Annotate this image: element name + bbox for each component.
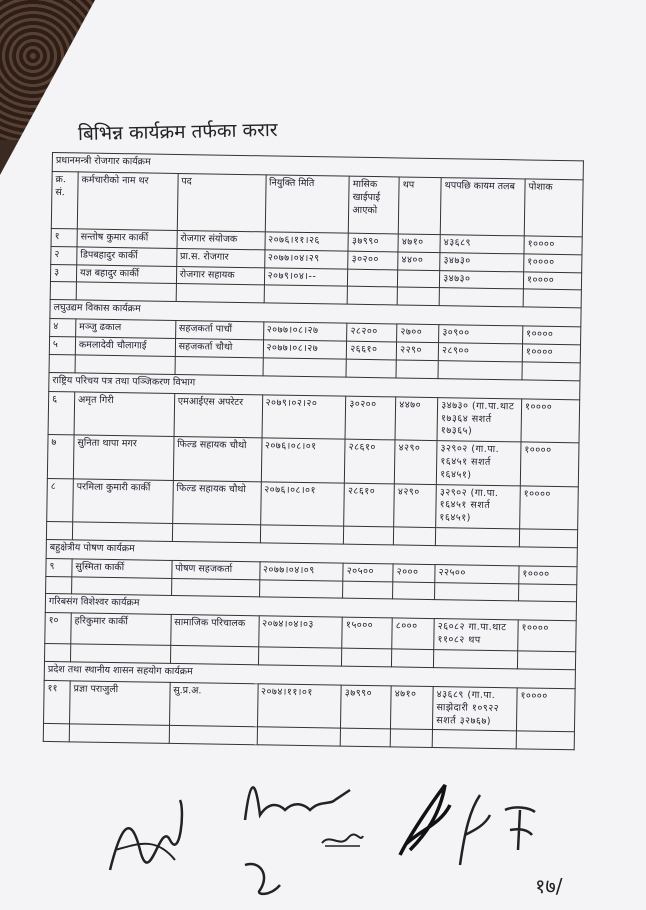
cell-appointment-date: २०७४।०४।०३ bbox=[258, 616, 342, 648]
section-title: गरिबसंग विशेश्वर कार्यक्रम bbox=[45, 594, 576, 621]
cell-uniform: १०००० bbox=[524, 236, 582, 255]
section-title: प्रधानमन्त्री रोजगार कार्यक्रम bbox=[52, 153, 583, 180]
blank-cell bbox=[50, 282, 76, 300]
cell-appointment-date: २०७७।०८।२७ bbox=[263, 322, 347, 341]
cell-name: मञ्जु ढकाल bbox=[76, 319, 176, 338]
cell-addition: ४२९० bbox=[394, 483, 437, 527]
cell-monthly-salary bbox=[348, 269, 398, 288]
cell-addition: ४४७० bbox=[395, 397, 438, 441]
cell-position: सहजकर्ता पाचौं bbox=[175, 321, 263, 340]
cell-serial: ८ bbox=[47, 478, 74, 522]
cell-addition: ४४०० bbox=[398, 252, 440, 270]
blank-cell bbox=[344, 526, 394, 545]
cell-serial: ३ bbox=[50, 264, 76, 282]
blank-cell bbox=[172, 523, 260, 542]
blank-cell bbox=[434, 650, 518, 669]
cell-position: सहजकर्ता चौथो bbox=[175, 339, 263, 358]
cell-monthly-salary: २०५०० bbox=[343, 563, 393, 582]
cell-appointment-date: २०७७।०८।२७ bbox=[263, 340, 347, 359]
blank-cell bbox=[523, 289, 581, 308]
section-title: राष्ट्रिय परिचय पत्र तथा पञ्जिकरण विभाग bbox=[49, 372, 580, 399]
cell-addition: ४२९० bbox=[395, 440, 438, 484]
cell-name: सन्तोष कुमार कार्की bbox=[77, 229, 177, 248]
column-header-position: पद bbox=[177, 173, 266, 231]
blank-cell bbox=[257, 727, 341, 746]
cell-revised-salary: ३२९०२ (गा.पा. १६४५१ सशर्त १६४५१) bbox=[436, 484, 521, 529]
blank-cell bbox=[49, 354, 75, 372]
blank-cell bbox=[346, 359, 396, 378]
cell-monthly-salary: ३०२०० bbox=[348, 251, 398, 270]
blank-cell bbox=[258, 647, 342, 666]
blank-cell bbox=[435, 582, 519, 601]
cell-serial: ६ bbox=[48, 391, 75, 435]
cell-revised-salary: ४३६८९ bbox=[440, 235, 524, 254]
cell-position: पोषण सहजकर्ता bbox=[172, 560, 260, 579]
blank-cell bbox=[72, 576, 172, 595]
cell-name: प्रज्ञा पराजुली bbox=[69, 681, 169, 726]
blank-cell bbox=[347, 287, 397, 306]
cell-name: अमृत गिरी bbox=[74, 392, 174, 437]
signature-4 bbox=[320, 828, 365, 857]
cell-appointment-date: २०७९।०२।२० bbox=[262, 395, 346, 440]
cell-appointment-date: २०७६।०८।०१ bbox=[261, 438, 345, 483]
blank-cell bbox=[46, 521, 72, 539]
blank-cell bbox=[342, 648, 392, 667]
cell-revised-salary: २२५०० bbox=[435, 564, 519, 583]
blank-cell bbox=[436, 528, 520, 547]
cell-monthly-salary: २८६१० bbox=[344, 483, 395, 527]
signature-3 bbox=[240, 855, 290, 904]
cell-uniform: १०००० bbox=[519, 566, 577, 585]
cell-serial: २ bbox=[51, 246, 77, 264]
signature-6 bbox=[450, 790, 495, 874]
blank-cell bbox=[264, 285, 348, 304]
cell-appointment-date: २०७४।११।०१ bbox=[257, 684, 341, 729]
cell-name: यज्ञ बहादुर कार्की bbox=[76, 265, 176, 284]
section-title: लघुउद्यम विकास कार्यक्रम bbox=[50, 300, 581, 327]
blank-cell bbox=[392, 649, 434, 667]
blank-cell bbox=[46, 576, 72, 594]
blank-cell bbox=[171, 578, 259, 597]
blank-cell bbox=[341, 728, 391, 747]
cell-serial: ५ bbox=[49, 337, 75, 355]
column-header-revised-salary: थपपछि कायम तलब bbox=[440, 178, 525, 236]
cell-addition: ४७१० bbox=[391, 686, 434, 730]
column-header-name: कर्मचारीको नाम थर bbox=[77, 172, 178, 231]
blank-cell bbox=[396, 360, 438, 378]
cell-position: फिल्ड सहायक चौथो bbox=[172, 480, 260, 525]
column-header-monthly-salary: मासिक खाईपाई आएको bbox=[349, 176, 400, 234]
cell-revised-salary: ३४७३० bbox=[440, 270, 524, 289]
cell-name: सुनिता थापा मगर bbox=[73, 435, 173, 480]
cell-name: सुस्मिता कार्की bbox=[72, 559, 172, 578]
page-mark: १७/ bbox=[535, 874, 563, 898]
cell-monthly-salary: २८६१० bbox=[345, 439, 396, 483]
cell-name: परमिला कुमारी कार्की bbox=[73, 478, 173, 523]
blank-cell bbox=[397, 287, 439, 305]
cell-revised-salary: ३४७३० (गा.पा.थाट १७३६४ सशर्त १७३६५) bbox=[437, 397, 522, 442]
cell-uniform: १०००० bbox=[518, 620, 576, 652]
cell-addition: २७०० bbox=[397, 324, 439, 342]
signature-1 bbox=[100, 790, 190, 884]
cell-position: रोजगार सहायक bbox=[176, 266, 264, 285]
cell-name: कमलादेवी चौलागाई bbox=[75, 337, 175, 356]
blank-cell bbox=[259, 579, 343, 598]
blank-cell bbox=[516, 731, 574, 750]
contracts-table bbox=[43, 152, 584, 750]
cell-revised-salary: २८९०० bbox=[438, 343, 522, 362]
section-title: बहुक्षेत्रीय पोषण कार्यक्रम bbox=[46, 539, 577, 566]
cell-name: हरिकुमार कार्की bbox=[71, 613, 171, 645]
cell-serial: १० bbox=[45, 613, 71, 644]
cell-addition: २००० bbox=[393, 564, 435, 582]
cell-addition: ४७१० bbox=[398, 234, 440, 252]
cell-appointment-date: २०७७।०४।२९ bbox=[264, 250, 348, 269]
blank-cell bbox=[390, 729, 432, 747]
cell-uniform: १०००० bbox=[523, 272, 581, 291]
cell-monthly-salary: २६६१० bbox=[347, 341, 397, 360]
blank-cell bbox=[263, 358, 347, 377]
cell-uniform: १०००० bbox=[522, 344, 580, 363]
blank-cell bbox=[522, 362, 580, 381]
cell-uniform: १०००० bbox=[520, 442, 579, 486]
cell-monthly-salary: ३७९९० bbox=[348, 233, 398, 252]
blank-cell bbox=[343, 581, 393, 600]
blank-cell bbox=[169, 726, 257, 745]
cell-position: फिल्ड सहायक चौथो bbox=[173, 437, 261, 482]
cell-appointment-date: २०७९।०४।-- bbox=[264, 267, 348, 286]
cell-uniform: १०००० bbox=[524, 254, 582, 273]
column-header-uniform: पोशाक bbox=[524, 179, 583, 237]
column-header-serial: क्र. सं. bbox=[51, 172, 78, 229]
table-header-row bbox=[51, 172, 583, 237]
cell-serial: १ bbox=[51, 228, 77, 246]
cell-uniform: १०००० bbox=[520, 485, 579, 529]
cell-monthly-salary: २८२०० bbox=[347, 323, 397, 342]
cell-serial: ९ bbox=[46, 558, 72, 576]
blank-cell bbox=[432, 730, 516, 749]
blank-cell bbox=[519, 529, 577, 548]
cell-addition: ८००० bbox=[392, 618, 434, 649]
column-header-appointment-date: नियुक्ति मिति bbox=[265, 175, 350, 233]
cell-revised-salary: २६०८२ गा.पा.थाट ११०८२ थप bbox=[434, 619, 518, 651]
cell-serial: ११ bbox=[44, 680, 71, 724]
cell-revised-salary: ४३६८९ (गा.पा. साझेदारी १०९२२ सशर्त ३२७६७) bbox=[433, 686, 518, 731]
blank-cell bbox=[394, 527, 436, 545]
cell-appointment-date: २०७७।०४।०९ bbox=[259, 562, 343, 581]
blank-cell bbox=[517, 651, 575, 670]
blank-cell bbox=[260, 525, 344, 544]
blank-cell bbox=[70, 644, 170, 663]
column-header-addition: थप bbox=[398, 177, 441, 235]
blank-cell bbox=[72, 522, 172, 541]
cell-addition: २२९० bbox=[397, 342, 439, 360]
blank-cell bbox=[44, 644, 70, 662]
blank-cell bbox=[519, 584, 577, 603]
blank-cell bbox=[43, 724, 69, 742]
page-title: बिभिन्न कार्यक्रम तर्फका करार bbox=[77, 118, 278, 146]
blank-cell bbox=[75, 355, 175, 374]
blank-cell bbox=[439, 288, 523, 307]
cell-uniform: १०००० bbox=[516, 688, 575, 732]
cell-revised-salary: ३२९०२ (गा.पा. १६४५१ सशर्त १६४५१) bbox=[437, 441, 522, 486]
cell-position: सु.प्र.अ. bbox=[169, 682, 257, 727]
cell-uniform: १०००० bbox=[521, 399, 580, 443]
cell-serial: ४ bbox=[50, 319, 76, 337]
blank-cell bbox=[69, 724, 169, 743]
cell-position: प्रा.स. रोजगार bbox=[176, 248, 264, 267]
cell-position: एमआईएस अपरेटर bbox=[174, 393, 262, 438]
cell-appointment-date: २०७६।०८।०१ bbox=[260, 481, 344, 526]
blank-cell bbox=[170, 645, 258, 664]
cell-addition bbox=[398, 270, 440, 288]
cell-revised-salary: ३०९०० bbox=[439, 325, 523, 344]
blank-cell bbox=[176, 284, 264, 303]
cell-serial: ७ bbox=[47, 435, 74, 479]
cell-monthly-salary: १५००० bbox=[342, 618, 392, 649]
signature-7 bbox=[500, 800, 540, 859]
cell-name: डिपबहादुर कार्की bbox=[77, 247, 177, 266]
cell-position: सामाजिक परिचालक bbox=[170, 615, 258, 647]
cell-uniform: १०००० bbox=[523, 326, 581, 345]
blank-cell bbox=[438, 360, 522, 379]
cell-monthly-salary: ३७९९० bbox=[341, 685, 392, 729]
blank-cell bbox=[393, 582, 435, 600]
blank-cell bbox=[76, 282, 176, 301]
signature-2 bbox=[240, 770, 370, 834]
cell-position: रोजगार संयोजक bbox=[177, 230, 265, 249]
section-title: प्रदेश तथा स्थानीय शासन सहयोग कार्यक्रम bbox=[44, 661, 575, 688]
cell-revised-salary: ३४७३० bbox=[440, 252, 524, 271]
blank-cell bbox=[175, 356, 263, 375]
cell-monthly-salary: ३०२०० bbox=[345, 396, 396, 440]
cell-appointment-date: २०७६।११।२६ bbox=[265, 232, 349, 251]
